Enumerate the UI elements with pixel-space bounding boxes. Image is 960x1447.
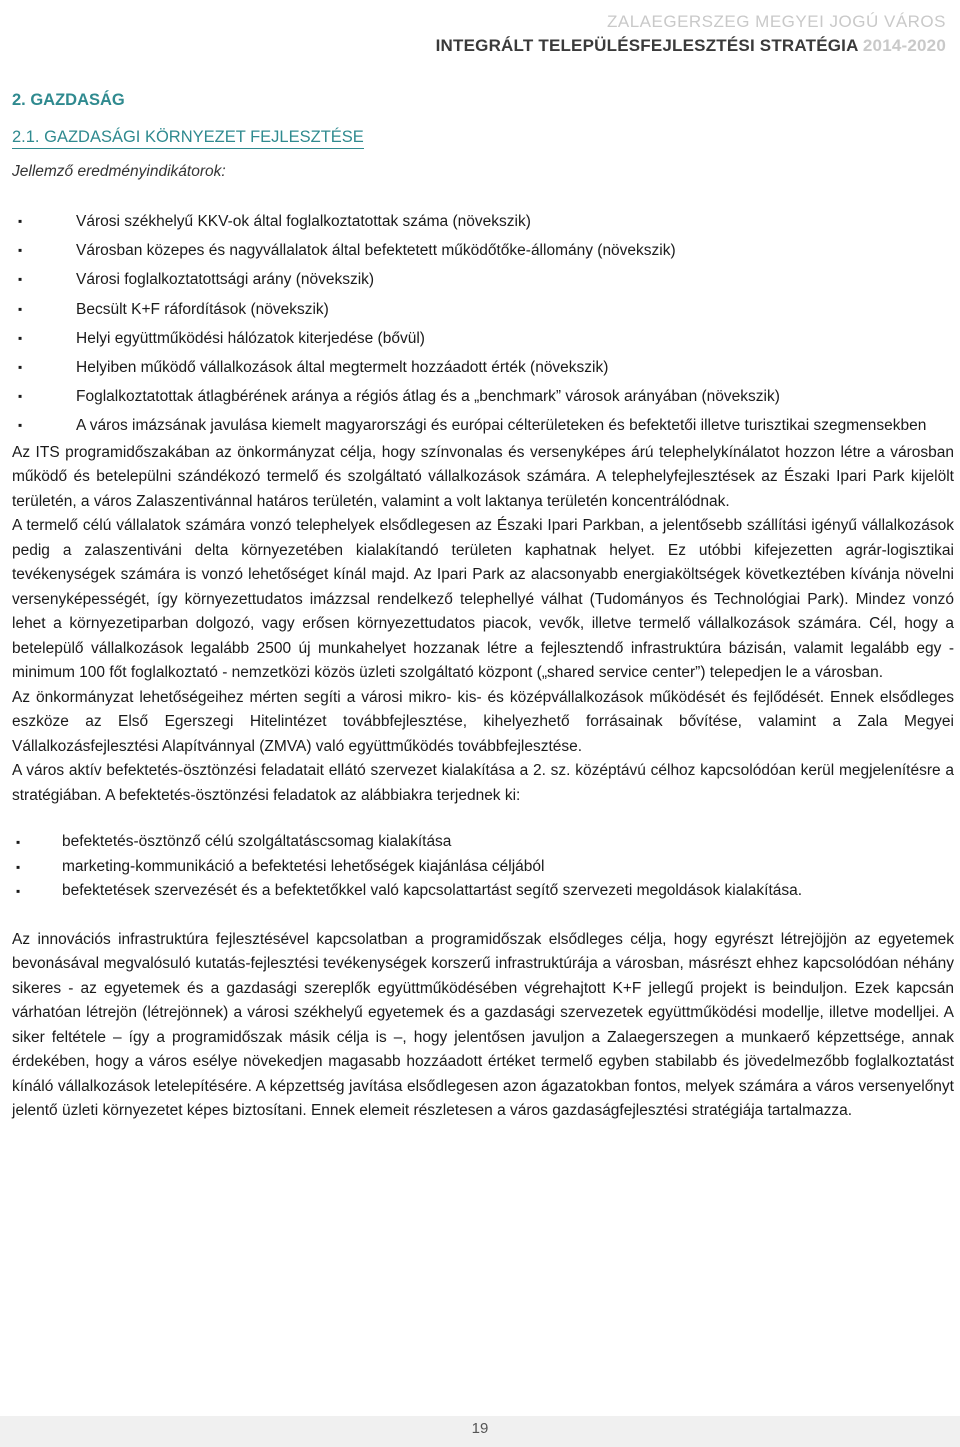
page-footer — [0, 1416, 960, 1447]
subsection-title: 2.1. GAZDASÁGI KÖRNYEZET FEJLESZTÉSE — [12, 126, 364, 149]
bullet-icon: ▪ — [18, 272, 23, 287]
task-list — [12, 830, 954, 904]
list-item: ▪ Városi foglalkoztatottsági arány (növekszik) — [12, 265, 954, 294]
bullet-icon: ▪ — [18, 214, 23, 228]
bullet-icon: ▪ — [18, 330, 23, 345]
indicators-intro: Jellemző eredményindikátorok: — [12, 163, 226, 180]
list-item: ▪ Foglalkoztatottak átlagbérének aránya a régiós átlag és a „benchmark” városok arányában (növekszik) — [12, 382, 954, 411]
indicator-list — [12, 207, 954, 441]
document-body — [12, 88, 954, 1124]
bullet-icon: ▪ — [18, 389, 23, 404]
header-city: ZALAEGERSZEG MEGYEI JOGÚ VÁROS — [606, 12, 946, 31]
paragraph-3: Az önkormányzat lehetőségeihez mérten segíti a városi mikro- kis- és középvállalkozások működését és fejlődését. Ennek elsődleges eszköze az Első Egerszegi Hitelintézet továbbfejlesztése, kihelyezhető forrásainak bővítése, valamint a Zala Megyei Vállalkozásfejlesztési Alapítvánnyal (ZMVA) való együttműködés továbbfejlesztése. — [12, 688, 954, 755]
section-title: 2. GAZDASÁG — [12, 91, 125, 109]
bullet-icon: ▪ — [18, 360, 23, 375]
bullet-icon: ▪ — [16, 835, 21, 850]
header-strategy-title: INTEGRÁLT TELEPÜLÉSFEJLESZTÉSI STRATÉGIA — [435, 36, 858, 55]
header-strategy — [436, 34, 946, 58]
paragraph-final: Az innovációs infrastruktúra fejlesztésével kapcsolatban a programidőszak elsődleges célja, hogy egyrészt létrejöjjön az egyetemek bevonásával megvalósuló kutatás-fejlesztési tevékenységek korszerű infrastruktúrája a városban, másrészt ehhez kapcsolódóan néhány sikeres - az egyetemek és a gazdasági szereplők együttműködésében végrehajtott K+F jellegű projekt is beinduljon. Ezek kapcsán várhatóan létrejön (létrejönnek) a városi székhelyű egyetemek és a gazdasági szervezetek együttműködési modellje, illetve modelljei. A siker feltétele – így a programidőszak másik célja is –, hogy jelentősen javuljon a Zalaegerszegen a munkaerő képzettsége, annak érdekében, hogy a város esélye növekedjen magasabb hozzáadott értéket termelő egyben stabilabb és jövedelmezőbb foglalkoztatást kínáló vállalkozások letelepítésére. A képzettség javítása elsődlegesen azon ágazatokban fontos, melyek számára a város versenyelőnyt jelentő üzleti környezetet képes biztosítani. Ennek elemeit részletesen a város gazdaságfejlesztési stratégiája tartalmazza. — [12, 930, 954, 1120]
list-item: ▪ marketing-kommunikáció a befektetési lehetőségek kiajánlása céljából — [12, 855, 954, 880]
page-header — [436, 10, 946, 58]
list-item: ▪ Városi székhelyű KKV-ok által foglalkoztatottak száma (növekszik) — [12, 207, 954, 236]
paragraph-1: Az ITS programidőszakában az önkormányzat célja, hogy színvonalas és versenyképes árú telephelykínálatot hozzon létre a városban működő és betelepülni szándékozó termelő és szolgáltató vállalkozások számára. A telephelyfejlesztések az Északi Ipari Park kijelölt területén, a város Zalaszentivánnal határos területén, valamint a volt laktanya területén koncentrálódnak. — [12, 443, 954, 510]
paragraph-2: A termelő célú vállalatok számára vonzó telephelyek elsődlegesen az Északi Ipari Parkban, a jelentősebb szállítási igényű vállalkozások pedig a zalaszentiváni delta környezetében kialakítandó területen kaphatnak helyet. Ez utóbbi kifejezetten agrár-logisztikai tevékenységek számára is vonzó lehetőséget kínál majd. Az Ipari Park az alacsonyabb energiaköltségek következtében kívánja növelni versenyképességét, így környezettudatos imázzsal rendelkező telephellyé válhat (Tudományos és Technológiai Park). Mindez vonzó lehet a környezetiparban dolgozó, vagy erősen környezettudatos piacok, vevők, illetve termelő vállalkozások számára. Cél, hogy a betelepülő vállalkozások legalább 2500 új munkahelyet hozzanak létre a fejlesztendő infrastruktúra bázisán, valamit legalább egy - minimum 100 főt foglalkoztató - nemzetközi közös üzleti szolgáltató központ („shared service center”) telepedjen le a városban. — [12, 517, 954, 682]
bullet-icon: ▪ — [18, 243, 23, 258]
list-item: ▪ befektetés-ösztönző célú szolgáltatáscsomag kialakítása — [12, 830, 954, 855]
header-years: 2014-2020 — [862, 36, 946, 55]
list-item: ▪ Becsült K+F ráfordítások (növekszik) — [12, 295, 954, 324]
bullet-icon: ▪ — [16, 859, 21, 874]
list-item: ▪ Helyiben működő vállalkozások által megtermelt hozzáadott érték (növekszik) — [12, 353, 954, 382]
paragraph-4: A város aktív befektetés-ösztönzési feladatait ellátó szervezet kialakítása a 2. sz. középtávú célhoz kapcsolódóan kerül megjelenítésre a stratégiában. A befektetés-ösztönzési feladatok az alábbiakra terjednek ki: — [12, 762, 954, 804]
list-item: ▪ A város imázsának javulása kiemelt magyarországi és európai célterületeken és befektetői illetve turisztikai szegmensekben — [12, 411, 954, 440]
page-number: 19 — [471, 1420, 489, 1437]
bullet-icon: ▪ — [16, 884, 21, 899]
list-item: ▪ Városban közepes és nagyvállalatok által befektetett működőtőke-állomány (növekszik) — [12, 236, 954, 265]
list-item: ▪ befektetések szervezését és a befektetőkkel való kapcsolattartást segítő szervezeti megoldások kialakítása. — [12, 879, 954, 904]
bullet-icon: ▪ — [18, 301, 23, 316]
list-item: ▪ Helyi együttműködési hálózatok kiterjedése (bővül) — [12, 324, 954, 353]
bullet-icon: ▪ — [18, 418, 23, 433]
